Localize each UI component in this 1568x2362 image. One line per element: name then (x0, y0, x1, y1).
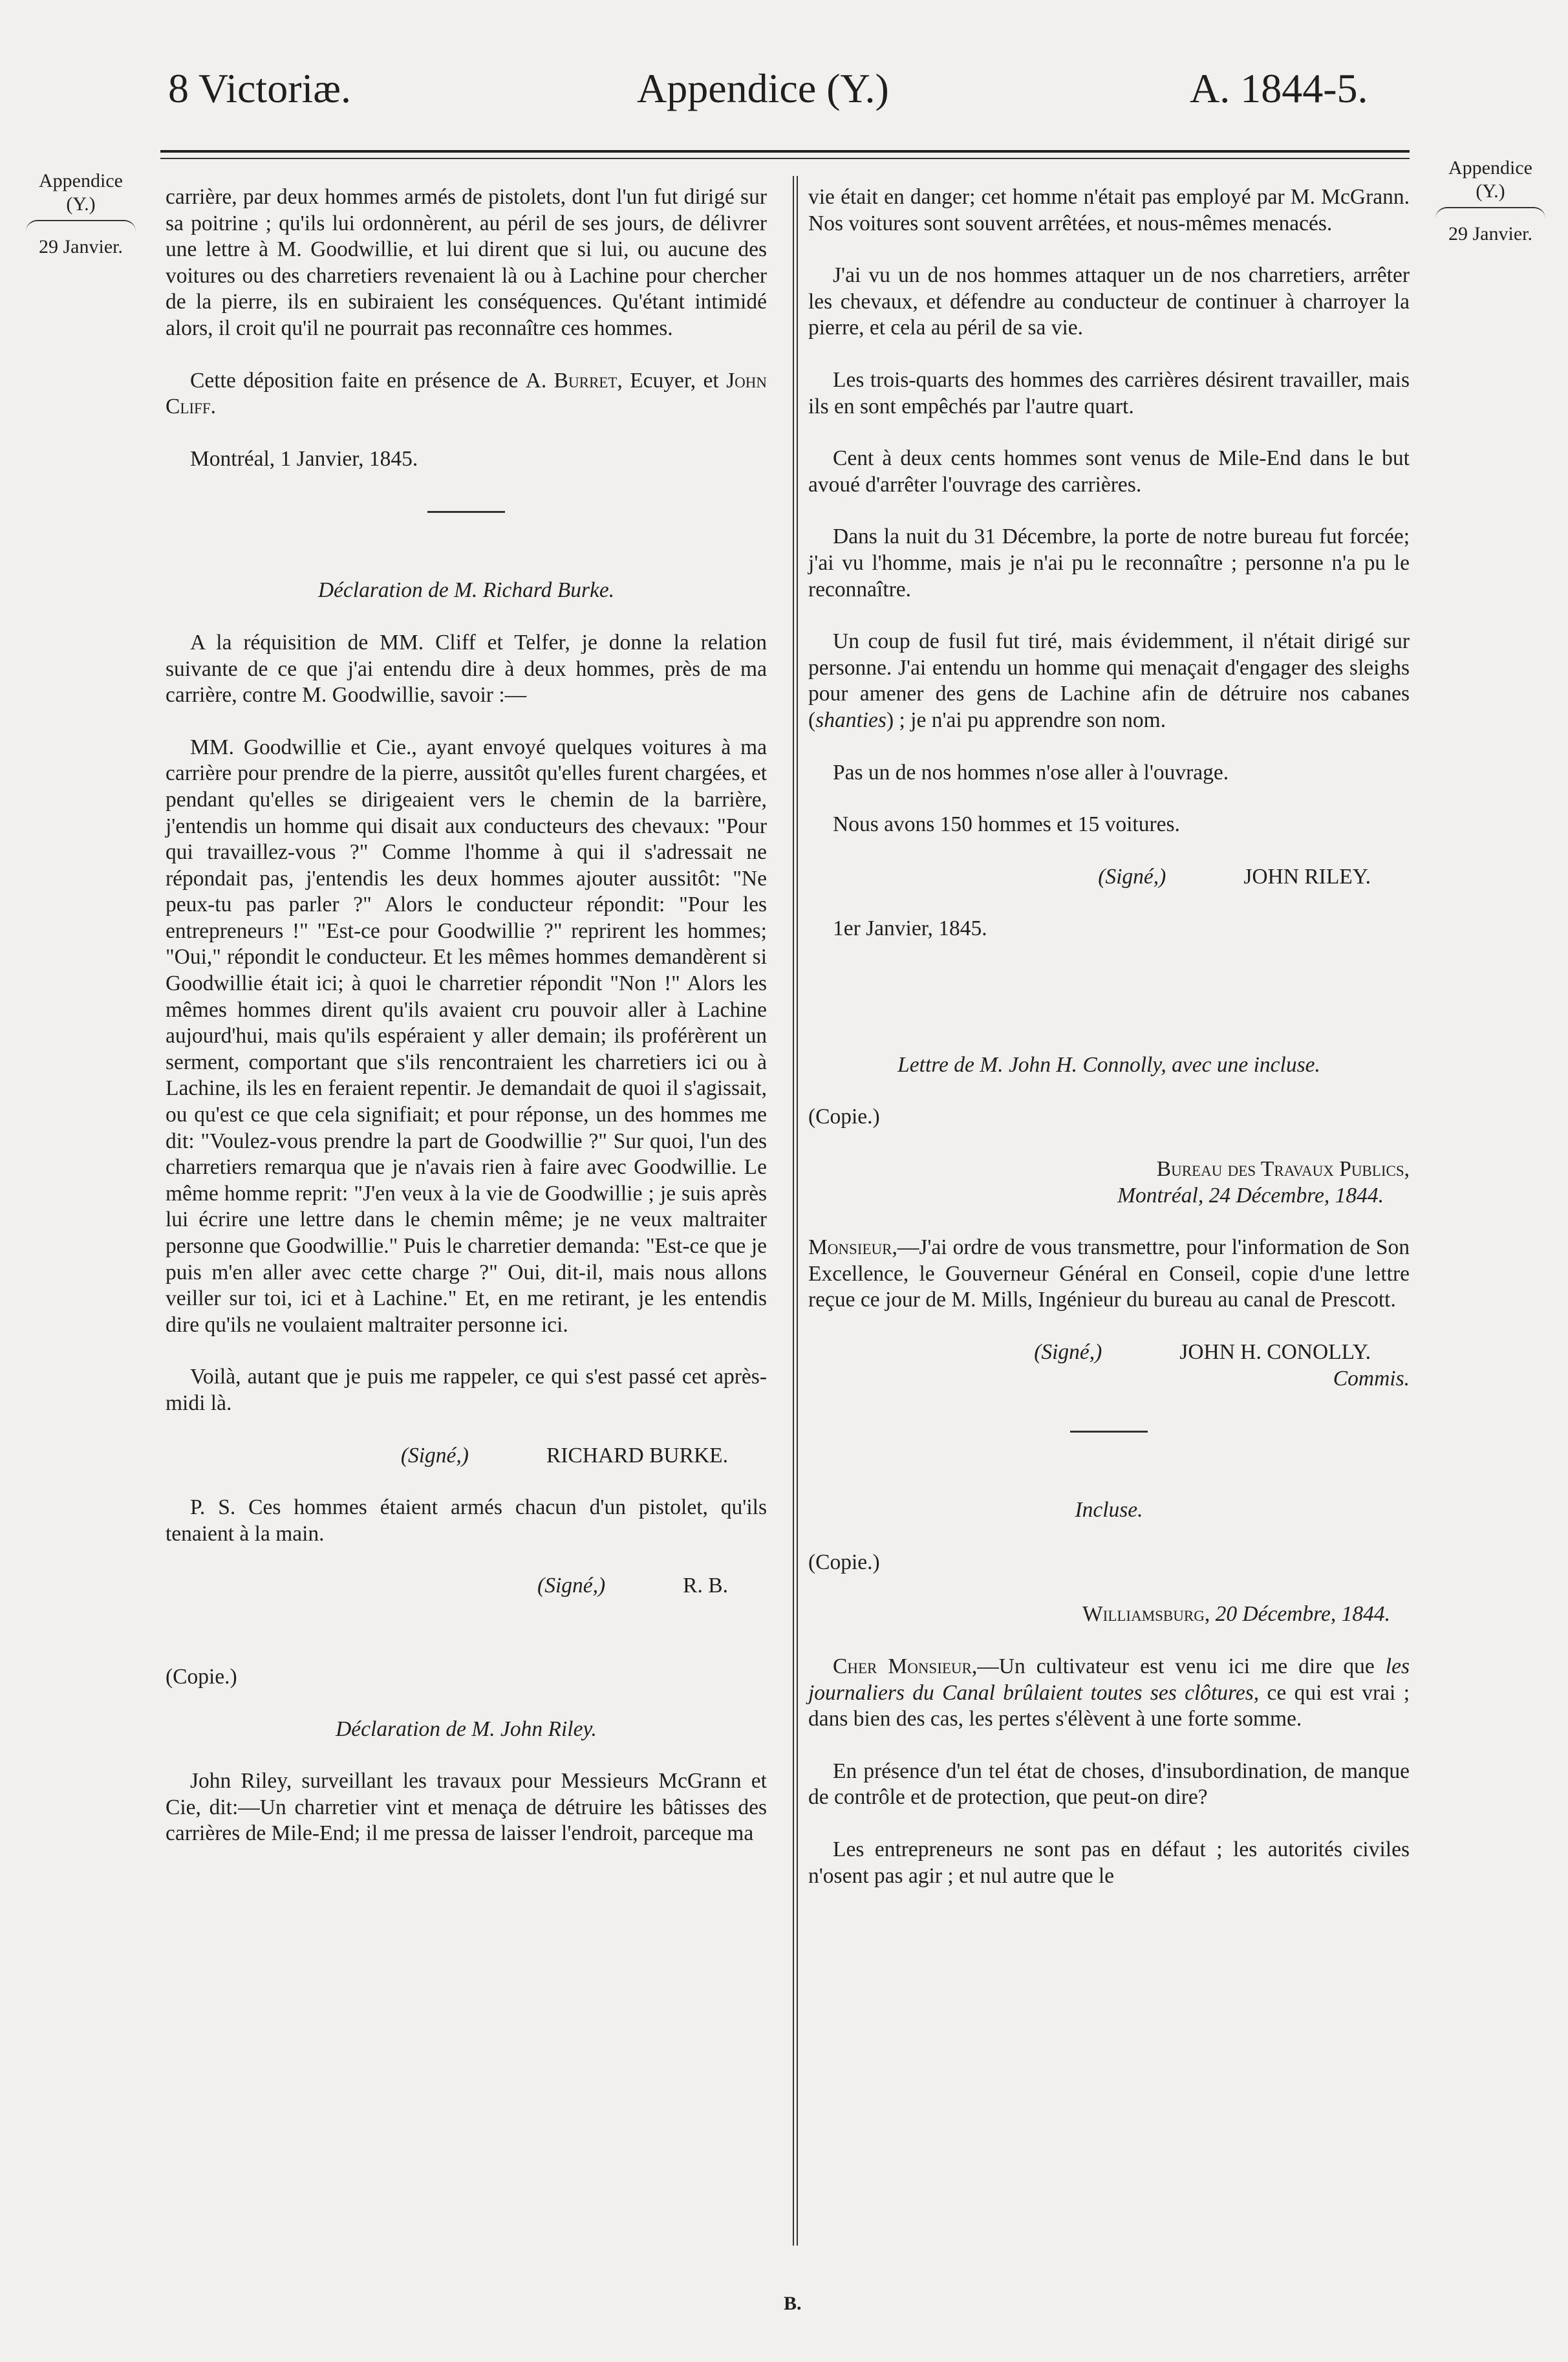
copie-label: (Copie.) (808, 1105, 880, 1129)
paragraph: A la réquisition de MM. Cliff et Telfer, je donne la relation suivante de ce que j'ai entendu dire à deux hommes, près de ma carrière, contre M. Goodwillie, savoir :— (166, 630, 767, 708)
date-line: Montréal, 1 Janvier, 1845. (190, 446, 418, 471)
paragraph: Cher Monsieur,—Un cultivateur est venu ici me dire que les journaliers du Canal brûlaient toutes ses clôtures, ce qui est vrai ; dans bien des cas, les pertes s'élèvent à une forte somme. (808, 1654, 1410, 1731)
header-left: 8 Victoriæ. (168, 65, 351, 111)
paragraph: Pas un de nos hommes n'ose aller à l'ouvrage. (833, 760, 1229, 785)
office-date: Montréal, 24 Décembre, 1844. (1117, 1183, 1384, 1208)
margin-note-right (1416, 157, 1565, 246)
margin-date: 29 Janvier. (1448, 223, 1532, 244)
signature: (Signé,) JOHN RILEY. (1098, 864, 1371, 889)
paragraph: Monsieur,—J'ai ordre de vous transmettre, pour l'information de Son Excellence, le Gouverneur Général en Conseil, copie d'une lettre reçue ce jour de M. Mills, Ingénieur du bureau au canal de Prescott. (808, 1235, 1410, 1312)
left-column (166, 184, 767, 1873)
paragraph: Les trois-quarts des hommes des carrières désirent travailler, mais ils en sont empêchés par l'autre quart. (808, 367, 1410, 418)
header-center: Appendice (Y.) (637, 65, 889, 111)
paragraph: Cent à deux cents hommes sont venus de Mile-End dans le but avoué d'arrêter l'ouvrage des carrières. (808, 446, 1410, 497)
margin-date: 29 Janvier. (39, 236, 123, 257)
section-title: Lettre de M. John H. Connolly, avec une incluse. (897, 1052, 1320, 1077)
separator-dash (427, 511, 505, 513)
header-rule-thin (160, 158, 1410, 159)
signature: (Signé,) JOHN H. CONOLLY. (1034, 1340, 1371, 1365)
paragraph: Les entrepreneurs ne sont pas en défaut ; les autorités civiles n'osent pas agir ; et nul autre que le (808, 1837, 1410, 1888)
right-column (808, 184, 1410, 1915)
copie-label: (Copie.) (166, 1664, 237, 1689)
header-rule-thick (160, 150, 1410, 153)
paragraph: En présence d'un tel état de choses, d'insubordination, de manque de contrôle et de protection, que peut-on dire? (808, 1759, 1410, 1810)
margin-label: Appendice (39, 170, 123, 191)
page-header (0, 53, 1568, 124)
paragraph: Voilà, autant que je puis me rappeler, ce qui s'est passé cet après-midi là. (166, 1365, 767, 1415)
paragraph: J'ai vu un de nos hommes attaquer un de nos charretiers, arrêter les chevaux, et défendre au conducteur de continuer à charroyer la pierre, et cela au péril de sa vie. (808, 263, 1410, 340)
margin-label-y: (Y.) (1476, 180, 1505, 202)
section-title: Déclaration de M. Richard Burke. (317, 578, 615, 603)
paragraph: carrière, par deux hommes armés de pistolets, dont l'un fut dirigé sur sa poitrine ; qu'ils lui ordonnèrent, au péril de ses jours, de délivrer une lettre à M. Goodwillie, et lui dirent que si lui, ou aucune des voitures ou des charretiers revenaient là ou à Lachine pour chercher de la pierre, ils en subiraient les conséquences. Qu'étant intimidé alors, il croit qu'il ne pourrait pas reconnaître ces hommes. (166, 185, 767, 340)
paragraph: MM. Goodwillie et Cie., ayant envoyé quelques voitures à ma carrière pour prendre de la pierre, aussitôt qu'elles furent chargées, et pendant qu'elles se dirigeaient vers le chemin de la barrière, j'entendis un homme qui disait aux conducteurs des chevaux: "Pour qui travaillez-vous ?" Comme l'homme à qui il s'adressait ne répondait pas, j'entendis les deux hommes ajouter aussitôt: "Ne peux-tu pas parler ?" Alors le conducteur répondit: "Pour les entrepreneurs !" "Est-ce pour Goodwillie ?" reprirent les hommes; "Oui," répondit le conducteur. Et les mêmes hommes demandèrent si Goodwillie était ici; à quoi le charretier répondit "Non !" Alors les mêmes hommes dirent qu'ils avaient cru pouvoir aller à Lachine aujourd'hui, mais qu'ils espéraient y aller demain; ils proférèrent un serment, comportant que s'ils rencontraient les charretiers ici ou à Lachine, ils les en feraient repentir. Je demandait de quoi il s'agissait, ou qu'est ce que cela signifiait; et pour réponse, un des hommes me dit: "Voulez-vous prendre la part de Goodwillie ?" Sur quoi, l'un des charretiers remarqua que je n'avais rien à faire avec Goodwillie. Le même homme reprit: "J'en veux à la vie de Goodwillie ; je suis après lui écrire une lettre dans le chemin même; je ne veux maltraiter personne que Goodwillie." Puis le charretier demanda: "Est-ce que je puis m'en aller avec cette charge ?" Oui, dit-il, mais nous allons veiller sur toi, ici et à Lachine." Et, en me retirant, je les entendis dire qu'ils ne voulaient maltraiter personne ici. (166, 735, 767, 1337)
margin-label-y: (Y.) (66, 193, 96, 215)
date-line: 1er Janvier, 1845. (833, 916, 987, 941)
column-separator (797, 176, 798, 2246)
postscript: P. S. Ces hommes étaient armés chacun d'un pistolet, qu'ils tenaient à la main. (166, 1495, 767, 1546)
header-right: A. 1844-5. (1190, 65, 1368, 111)
paragraph: Cette déposition faite en présence de A. Burret, Ecuyer, et John Cliff. (166, 368, 767, 419)
signature-title: Commis. (1333, 1366, 1410, 1391)
copie-label: (Copie.) (808, 1550, 880, 1574)
margin-brace (1435, 207, 1545, 219)
margin-brace (26, 220, 136, 232)
signature: (Signé,) R. B. (537, 1574, 728, 1598)
margin-note-left (6, 169, 155, 259)
paragraph: Nous avons 150 hommes et 15 voitures. (833, 812, 1180, 837)
place-date: Williamsburg, 20 Décembre, 1844. (1082, 1602, 1390, 1627)
spacer (808, 968, 1410, 1052)
paragraph: Dans la nuit du 31 Décembre, la porte de notre bureau fut forcée; j'ai vu l'homme, mais je n'ai pu le reconnaître ; personne n'a pu le reconnaître. (808, 525, 1410, 601)
paragraph: Un coup de fusil fut tiré, mais évidemment, il n'était dirigé sur personne. J'ai entendu un homme qui menaçait d'engager des sleighs pour amener des gens de Lachine afin de détruire nos cabanes (shanties) ; je n'ai pu apprendre son nom. (808, 629, 1410, 732)
column-separator (793, 176, 794, 2246)
paragraph: vie était en danger; cet homme n'était pas employé par M. McGrann. Nos voitures sont souvent arrêtées, et nous-mêmes menacés. (808, 185, 1410, 235)
signature: (Signé,) RICHARD BURKE. (400, 1443, 728, 1468)
section-title: Incluse. (1075, 1498, 1143, 1522)
office-name: Bureau des Travaux Publics, (1156, 1157, 1410, 1182)
section-title: Déclaration de M. John Riley. (336, 1717, 597, 1741)
paragraph: John Riley, surveillant les travaux pour Messieurs McGrann et Cie, dit:—Un charretier vint et menaça de détruire les bâtisses des carrières de Mile-End; il me pressa de laisser l'endroit, parceque ma (166, 1769, 767, 1846)
separator-dash (1070, 1431, 1148, 1433)
margin-label: Appendice (1448, 157, 1532, 179)
page-footer-mark: B. (784, 2293, 802, 2314)
